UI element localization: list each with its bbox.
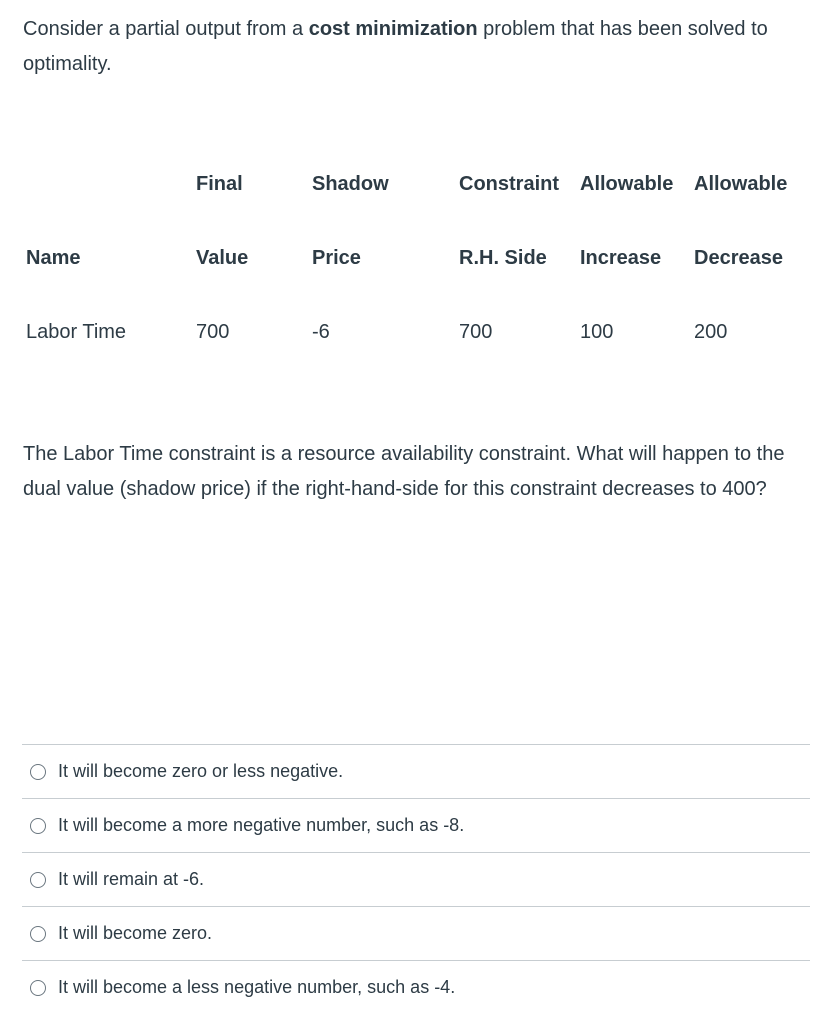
table-cell: 200 bbox=[694, 320, 728, 343]
answer-option-5[interactable] bbox=[22, 960, 810, 1014]
answer-option-1[interactable] bbox=[22, 744, 810, 798]
intro-text-start: Consider a partial output from a bbox=[23, 18, 309, 40]
table-header-cell: Price bbox=[312, 246, 361, 269]
table-header-cell: Name bbox=[26, 246, 81, 269]
table-header-cell: Value bbox=[196, 246, 249, 269]
answer-option-2[interactable] bbox=[22, 798, 810, 852]
table-header-row-1 bbox=[0, 147, 824, 221]
table-header-cell: Increase bbox=[580, 246, 662, 269]
answer-label[interactable]: It will become a less negative number, such as -4. bbox=[58, 977, 456, 997]
table-cell: 700 bbox=[196, 320, 230, 343]
answer-label[interactable]: It will become zero or less negative. bbox=[58, 761, 344, 781]
table-cell: 100 bbox=[580, 320, 614, 343]
answer-label[interactable]: It will remain at -6. bbox=[58, 869, 205, 889]
radio-button-icon[interactable] bbox=[30, 872, 46, 888]
radio-button-icon[interactable] bbox=[30, 818, 46, 834]
intro-bold-text: cost minimization bbox=[308, 18, 478, 40]
radio-button-icon[interactable] bbox=[30, 764, 46, 780]
table-header-cell bbox=[0, 147, 196, 221]
answer-label[interactable]: It will become zero. bbox=[58, 923, 213, 943]
answer-list bbox=[22, 744, 810, 1014]
table-header-cell: Allowable bbox=[694, 172, 788, 195]
table-cell: Labor Time bbox=[26, 320, 127, 343]
table-header-cell: Decrease bbox=[694, 246, 783, 269]
question-text: The Labor Time constraint is a resource availability constraint. What will happen to the dual value (shadow price) if the right-hand-side for this constraint decreases to 400? bbox=[23, 443, 785, 500]
table-header-cell: R.H. Side bbox=[459, 246, 547, 269]
table-header-cell: Shadow bbox=[312, 172, 389, 195]
radio-button-icon[interactable] bbox=[30, 926, 46, 942]
table-header-cell: Allowable bbox=[580, 172, 674, 195]
intro-text-end: problem that has been solved to optimality. bbox=[23, 18, 768, 75]
question-intro bbox=[23, 12, 803, 82]
table-cell: 700 bbox=[459, 320, 493, 343]
answer-label[interactable]: It will become a more negative number, such as -8. bbox=[58, 815, 465, 835]
table-header-row-2 bbox=[0, 221, 824, 295]
answer-option-3[interactable] bbox=[22, 852, 810, 906]
table-header-cell: Final bbox=[196, 172, 243, 195]
answer-option-4[interactable] bbox=[22, 906, 810, 960]
radio-button-icon[interactable] bbox=[30, 980, 46, 996]
table-row bbox=[0, 295, 824, 369]
table-cell: -6 bbox=[312, 320, 330, 343]
sensitivity-table bbox=[0, 147, 824, 369]
table-header-cell: Constraint bbox=[459, 172, 559, 195]
